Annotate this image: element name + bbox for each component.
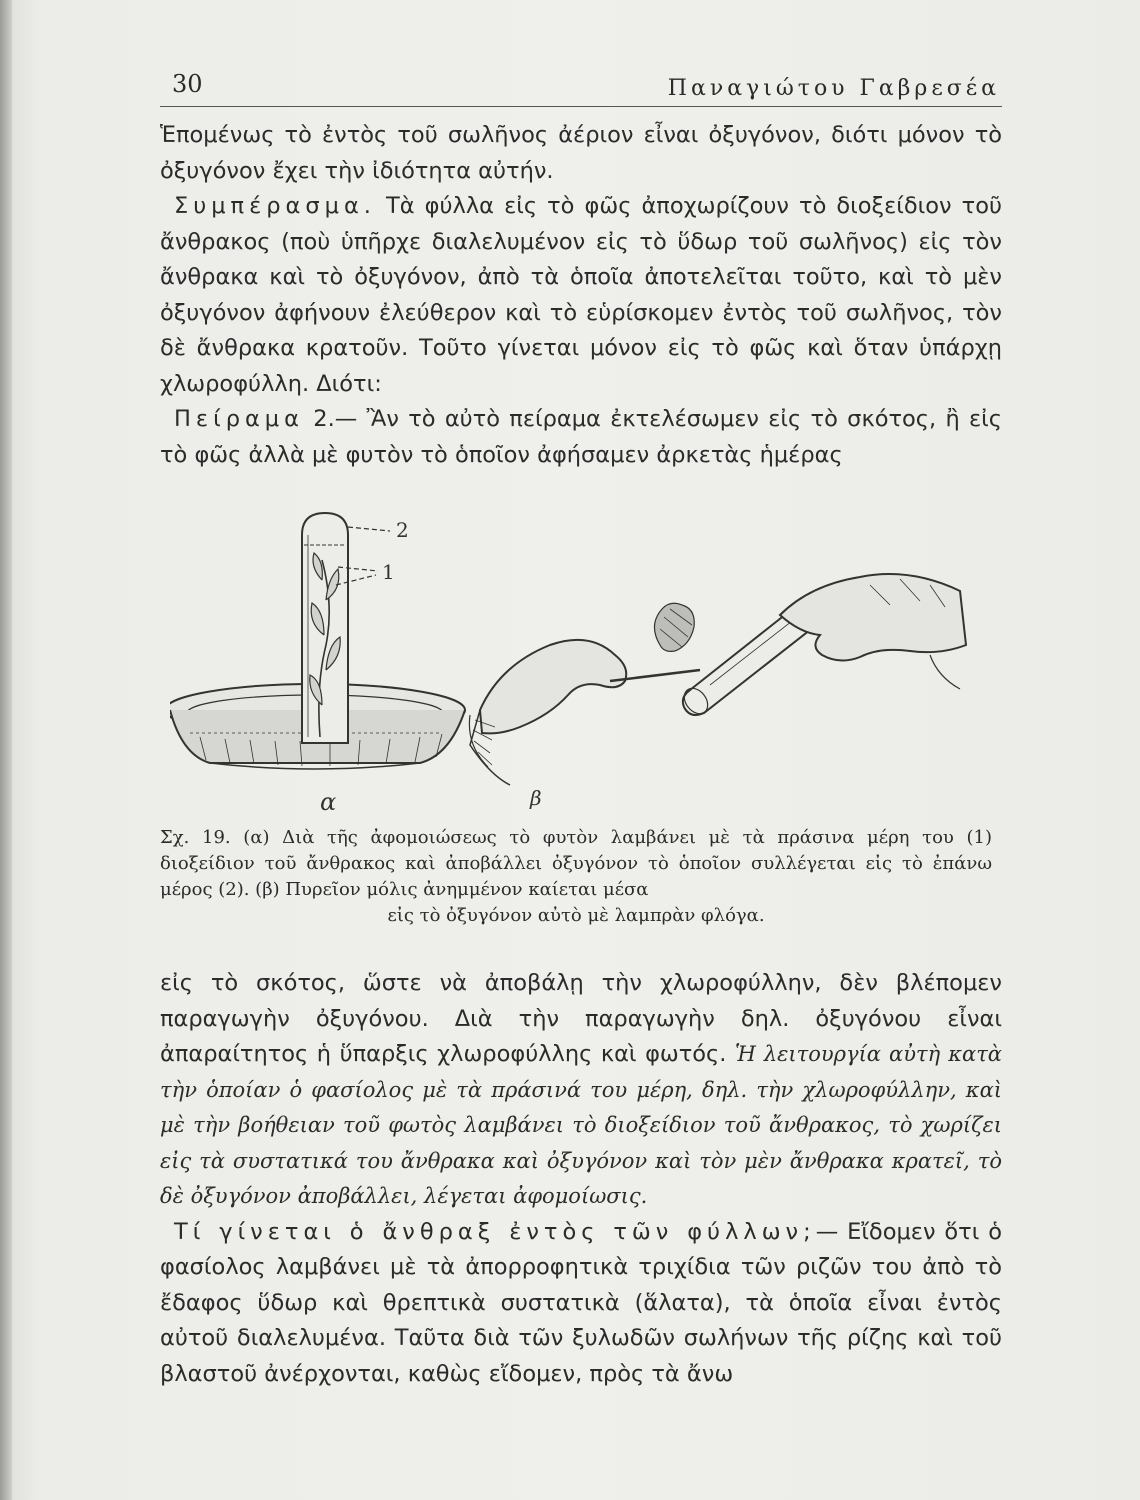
- book-spine-shadow: [0, 0, 12, 1500]
- page-header: [160, 62, 1002, 107]
- figure-label-b: β: [530, 786, 542, 810]
- paragraph-carbon-question: [160, 1215, 1002, 1393]
- conclusion-text: Τὰ φύλλα εἰς τὸ φῶς ἀποχωρίζουν τὸ διοξείδιον τοῦ ἄνθρακος (ποὺ ὑπῆρχε διαλελυμένον εἰς τὸ ὕδωρ τοῦ σωλῆνος) εἰς τὸν ἄνθρακα καὶ τὸ ὀξυγόνον, ἀπὸ τὰ ὁποῖα ἀποτελεῖται τοῦτο, καὶ τὸ μὲν ὀξυγόνον ἀφήνουν ἐλεύθερον καὶ τὸ εὑρίσκομεν ἐντὸς τοῦ σωλῆνος, τὸν δὲ ἄνθρακα κρατοῦν. Τοῦτο γίνεται μόνον εἰς τὸ φῶς καὶ ὅταν ὑπάρχῃ χλωροφύλλη. Διότι:: [160, 193, 1002, 397]
- experiment-heading: Πείραμα: [174, 406, 304, 432]
- running-title: Παναγιώτου Γαβρεσέα: [667, 76, 1000, 101]
- caption-line-2: εἰς τὸ ὀξυγόνον αὐτὸ μὲ λαμπρὰν φλόγα.: [387, 905, 765, 926]
- top-text-block: [160, 118, 1002, 473]
- paragraph-assimilation: [160, 966, 1002, 1215]
- carbon-question-heading: Τί γίνεται ὁ ἄνθραξ ἐντὸς τῶν φύλλων;: [174, 1218, 816, 1245]
- paragraph-conclusion: [160, 189, 1002, 402]
- figure-marker-2: 2: [396, 518, 409, 542]
- caption-line-1: Σχ. 19. (α) Διὰ τῆς ἀφομοιώσεως τὸ φυτὸν λαμβάνει μὲ τὰ πράσινα μέρη του (1) διοξείδιον τοῦ ἄνθρακος καὶ ἀποβάλλει ὀξυγόνον τὸ ὁποῖον συλλέγεται εἰς τὸ ἐπάνω μέρος (2). (β) Πυρεῖον μόλις ἀνημμένον καίεται μέσα: [160, 827, 992, 900]
- experiment-figure: [170, 505, 970, 825]
- bottom-text-block: [160, 966, 1002, 1392]
- carbon-question-text: — Εἴδομεν ὅτι ὁ φασίολος λαμβάνει μὲ τὰ ἀπορροφητικὰ τριχίδια τῶν ριζῶν του ἀπὸ τὸ ἔδαφος ὕδωρ καὶ θρεπτικὰ συστατικὰ (ἅλατα), τὰ ὁποῖα εἶναι ἐντὸς αὐτοῦ διαλελυμένα. Ταῦτα διὰ τῶν ξυλωδῶν σωλήνων τῆς ρίζης καὶ τοῦ βλαστοῦ ἀνέρχονται, καθὼς εἴδομεν, πρὸς τὰ ἄνω: [160, 1218, 1003, 1387]
- assimilation-definition: Ἡ λειτουργία αὐτὴ κατὰ τὴν ὁποίαν ὁ φασίολος μὲ τὰ πράσινά του μέρη, δηλ. τὴν χλωροφύλλην, καὶ μὲ τὴν βοήθειαν τοῦ φωτὸς λαμβάνει τὸ διοξείδιον τοῦ ἄνθρακος, τὸ χωρίζει εἰς τὰ συστατικά του ἄνθρακα καὶ ὀξυγόνον καὶ τὸν μὲν ἄνθρακα κρατεῖ, τὸ δὲ ὀξυγόνον ἀποβάλλει, λέγεται ἀφομοίωσις.: [160, 1042, 1002, 1208]
- paragraph-experiment-2: [160, 402, 1002, 473]
- page-number: 30: [172, 70, 203, 98]
- figure-caption: [160, 825, 992, 929]
- figure-label-a: α: [320, 788, 337, 816]
- assimilation-text: εἰς τὸ σκότος, ὥστε νὰ ἀποβάλῃ τὴν χλωροφύλλην, δὲν βλέπομεν παραγωγὴν ὀξυγόνου. Διὰ τὴν παραγωγὴν δηλ. ὀξυγόνου εἶναι ἀπαραίτητος ἡ ὕπαρξις χλωροφύλλης καὶ φωτός.: [160, 970, 1002, 1067]
- experiment-text: 2.— Ἂν τὸ αὐτὸ πείραμα ἐκτελέσωμεν εἰς τὸ σκότος, ἢ εἰς τὸ φῶς ἀλλὰ μὲ φυτὸν τὸ ὁποῖον ἀφήσαμεν ἀρκετὰς ἡμέρας: [160, 406, 1003, 468]
- conclusion-heading: Συμπέρασμα.: [174, 193, 376, 219]
- paragraph-conclusion-intro: Ἑπομένως τὸ ἐντὸς τοῦ σωλῆνος ἀέριον εἶναι ὀξυγόνον, διότι μόνον τὸ ὀξυγόνον ἔχει τὴν ἰδιότητα αὐτήν.: [160, 122, 1002, 184]
- figure-b-hands-match: [469, 574, 966, 785]
- figure-marker-1: 1: [382, 560, 395, 584]
- figure-a-basin-tube: [170, 513, 465, 769]
